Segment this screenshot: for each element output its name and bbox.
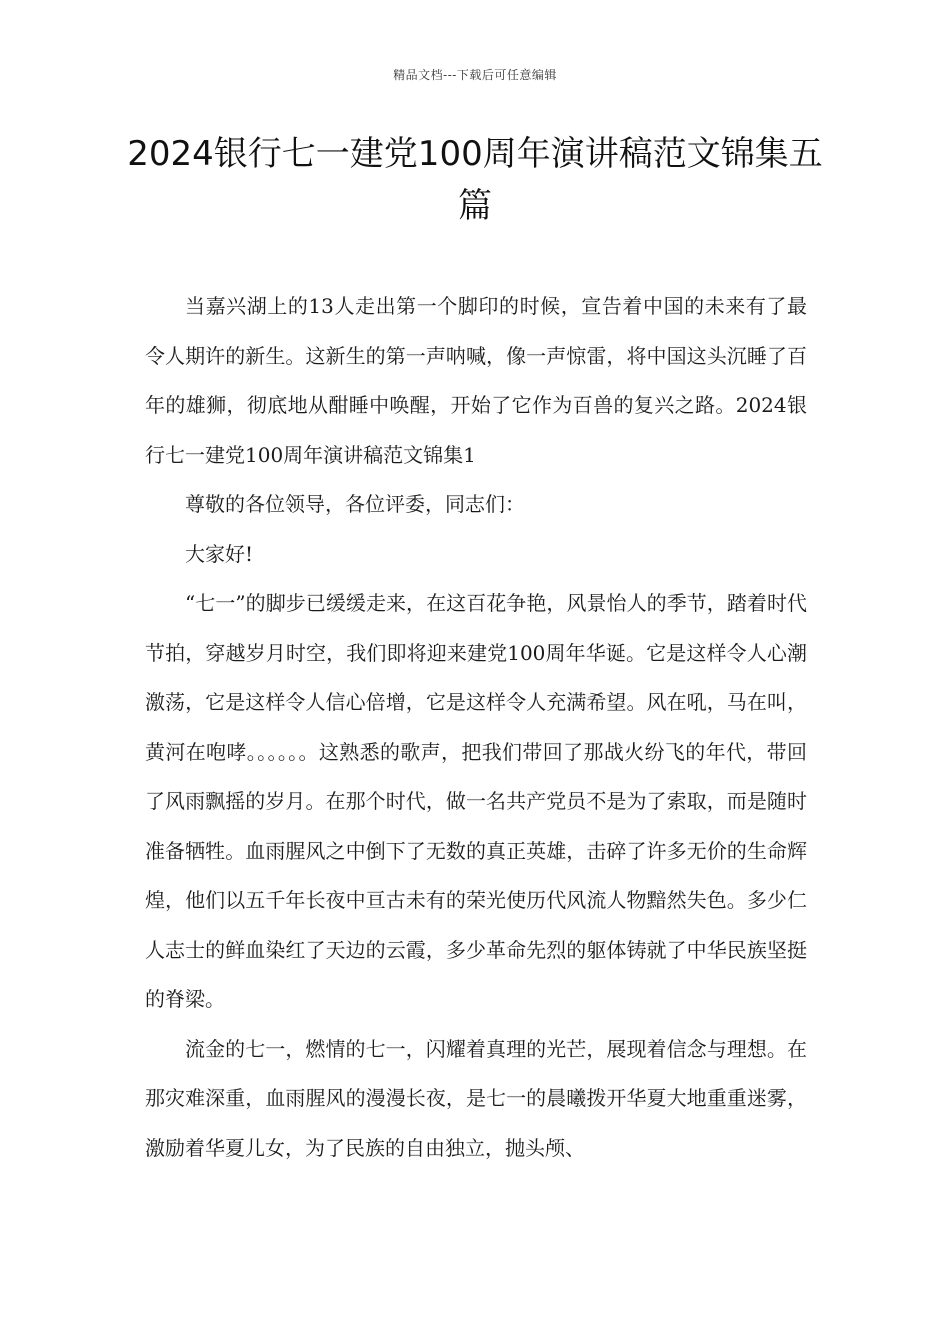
paragraph-main: “七一”的脚步已缓缓走来，在这百花争艳，风景怡人的季节，踏着时代节拍，穿越岁月时空，我们即将迎来建党100周年华诞。它是这样令人心潮激荡，它是这样令人信心倍增，它是这样令人充满希望。风在吼，马在叫，黄河在咆哮。。。。。。这熟悉的歌声，把我们带回了那战火纷飞的年代，带回了风雨飘摇的岁月。在那个时代，做一名共产党员不是为了索取，而是随时准备牺牲。血雨腥风之中倒下了无数的真正英雄，击碎了许多无价的生命辉煌，他们以五千年长夜中亘古未有的荣光使历代风流人物黯然失色。多少仁人志士的鲜血染红了天边的云霞，多少革命先烈的躯体铸就了中华民族坚挺的脊梁。	[145, 591, 807, 1011]
document-body	[145, 282, 807, 1173]
paragraph-greeting: 大家好!	[185, 541, 254, 566]
paragraph-continuation: 流金的七一，燃情的七一，闪耀着真理的光芒，展现着信念与理想。在那灾难深重，血雨腥风的漫漫长夜，是七一的晨曦拨开华夏大地重重迷雾，激励着华夏儿女，为了民族的自由独立，抛头颅、	[145, 1036, 807, 1160]
document-title: 2024银行七一建党100周年演讲稿范文锦集五篇	[127, 134, 823, 226]
paragraph-intro: 当嘉兴湖上的13人走出第一个脚印的时候，宣告着中国的未来有了最令人期许的新生。这新生的第一声呐喊，像一声惊雷，将中国这头沉睡了百年的雄狮，彻底地从酣睡中唤醒，开始了它作为百兽的复兴之路。2024银行七一建党100周年演讲稿范文锦集1	[145, 294, 807, 467]
paragraph-salutation: 尊敬的各位领导，各位评委，同志们：	[185, 492, 525, 516]
header-note: 精品文档---下载后可任意编辑	[393, 68, 557, 82]
